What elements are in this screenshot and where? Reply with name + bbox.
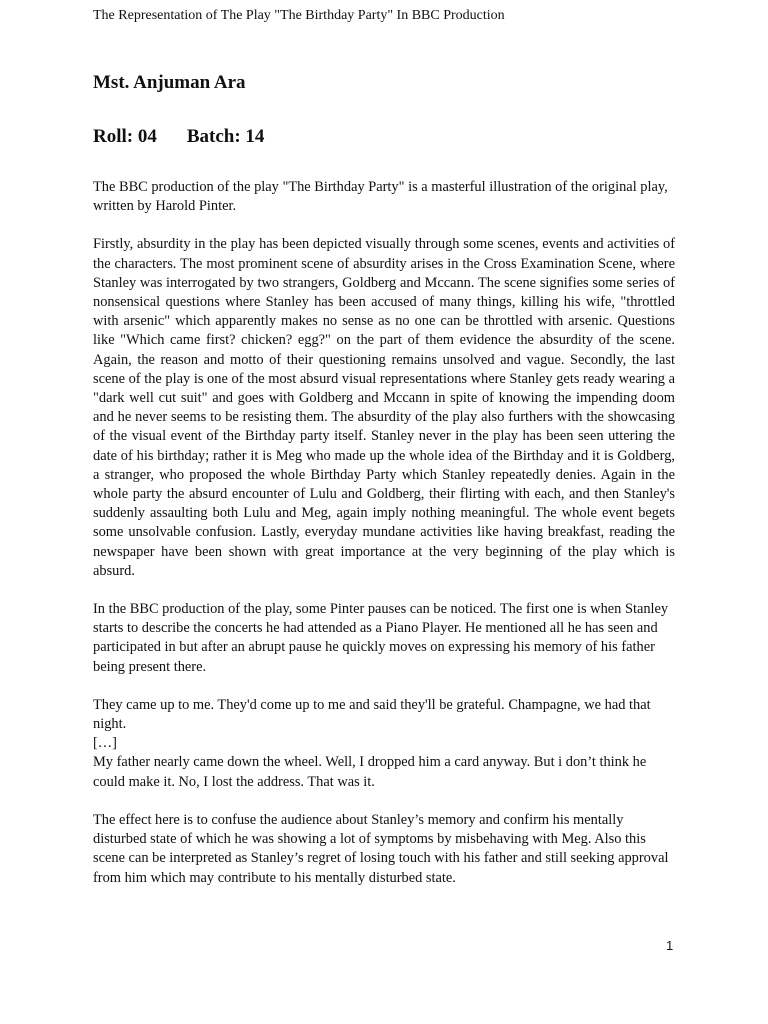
- batch-number: Batch: 14: [186, 126, 265, 147]
- roll-number: Roll: 04: [93, 126, 157, 147]
- quote-line-2: My father nearly came down the wheel. Well, I dropped him a card anyway. But i don’t think he could make it. No, I lost the address. That was it.: [93, 754, 647, 790]
- quote-line-1: They came up to me. They'd come up to me and said they'll be grateful. Champagne, we had that night.: [93, 696, 651, 733]
- absurdity-paragraph: Firstly, absurdity in the play has been depicted visually through some scenes, events and activities of the characters. The most prominent scene of absurdity arises in the Cross Examination Scene, where Stanley was interrogated by two strangers, Goldberg and Mccann. The scene signifies some series of nonsensical questions where Stanley has been accused of many things, killing his wife, "throttled with arsenic" which apparently makes no sense as no one can be throttled with arsenic. Questions like "Which came first? chicken? egg?" on the part of them evidence the absurdity of the scene. Again, the reason and motto of their questioning remains unsolved and vague. Secondly, the last scene of the play is one of the most absurd visual representations where Stanley gets ready wearing a "dark well cut suit" and goes with Goldberg and Mccann in spite of knowing the impending doom and he never seems to be resisting them. The absurdity of the play also furthers with the showcasing of the visual event of the Birthday party itself. Stanley never in the play has been seen uttering the date of his birthday; rather it is Meg who made up the whole idea of the Birthday and it is Goldberg, a stranger, who proposed the whole Birthday Party which Stanley repeatedly denies. Again in the whole party the absurd encounter of Lulu and Goldberg, their flirting with each, and then Stanley's suddenly assaulting both Lulu and Meg, again imply nothing meaningful. The whole event begets some unsolvable confusion. Lastly, everyday mundane activities like having breakfast, reading the newspaper have been shown with great importance at the very beginning of the play which is absurd.: [93, 236, 675, 579]
- closing-paragraph: The effect here is to confuse the audience about Stanley’s memory and confirm his mentally disturbed state of which he was showing a lot of symptoms by misbehaving with Meg. Also this scene can be interpreted as Stanley’s regret of losing touch with his father and still seeking approval from him which may contribute to his mentally disturbed state.: [93, 811, 669, 886]
- roll-batch-line: [93, 125, 264, 149]
- quote-ellipsis: […]: [93, 735, 117, 752]
- pinter-pauses-paragraph: In the BBC production of the play, some Pinter pauses can be noticed. The first one is when Stanley starts to describe the concerts he had attended as a Piano Player. He mentioned all he has seen and participated in but after an abrupt pause he quickly moves on expressing his memory of his father being present there.: [93, 601, 669, 675]
- author-name: Mst. Anjuman Ara: [93, 72, 246, 93]
- running-header: The Representation of The Play "The Birthday Party" In BBC Production: [93, 8, 505, 23]
- intro-paragraph: The BBC production of the play "The Birthday Party" is a masterful illustration of the original play, written by Harold Pinter.: [93, 179, 668, 215]
- document-body: [93, 178, 675, 888]
- page-number: 1: [666, 938, 674, 953]
- quote-block: [93, 696, 675, 792]
